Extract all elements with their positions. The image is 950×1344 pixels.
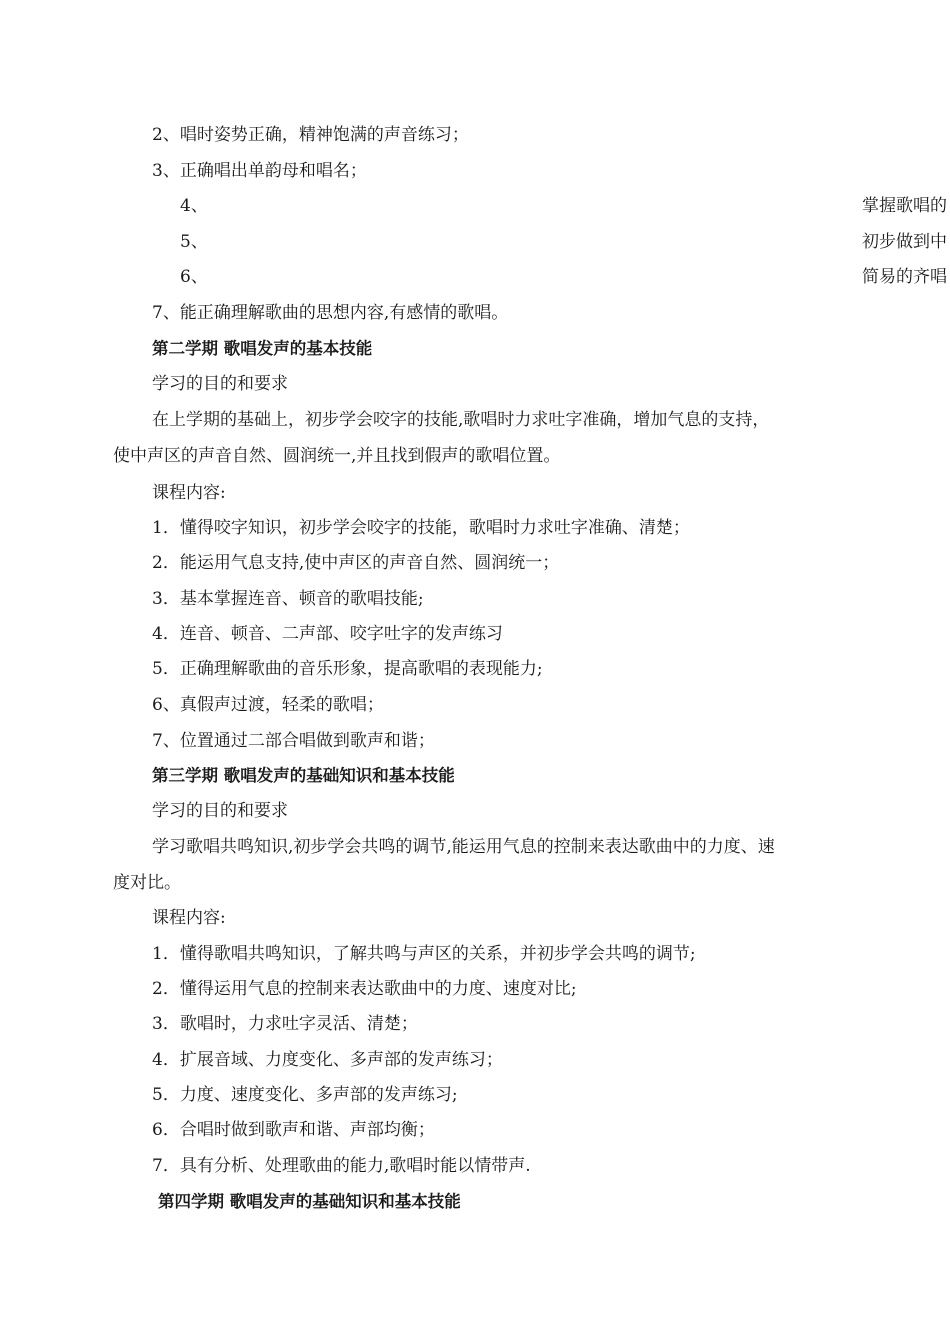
list-item-number: 4、 [180,196,208,216]
goal-label: 学习的目的和要求 [152,801,288,821]
list-item-number: 6、 [180,267,208,287]
paragraph-line: 在上学期的基础上，初步学会咬字的技能,歌唱时力求吐字准确，增加气息的支持， [152,410,770,430]
list-item: 1．懂得歌唱共鸣知识，了解共鸣与声区的关系，并初步学会共鸣的调节; [152,944,696,964]
content-label: 课程内容: [152,908,226,928]
list-item: 4．扩展音域、力度变化、多声部的发声练习； [152,1050,503,1070]
list-item: 7、能正确理解歌曲的思想内容,有感情的歌唱。 [152,303,509,323]
list-item-text: 初步做到中 [862,232,947,252]
list-item-number: 5、 [180,232,208,252]
list-item: 1．懂得咬字知识，初步学会咬字的技能，歌唱时力求吐字准确、清楚； [152,518,690,538]
paragraph-line: 度对比。 [113,873,181,893]
list-item: 4．连音、顿音、二声部、咬字吐字的发声练习 [152,624,503,644]
list-item: 5．力度、速度变化、多声部的发声练习; [152,1085,458,1105]
list-item: 2．懂得运用气息的控制来表达歌曲中的力度、速度对比; [152,979,577,999]
section-heading: 第三学期 歌唱发声的基础知识和基本技能 [152,766,455,785]
list-item: 3．歌唱时，力求吐字灵活、清楚； [152,1014,418,1034]
goal-label: 学习的目的和要求 [152,374,288,394]
list-item: 7、位置通过二部合唱做到歌声和谐； [152,731,435,751]
list-item: 3、正确唱出单韵母和唱名； [152,161,367,181]
list-item-text: 简易的齐唱 [862,267,947,287]
paragraph-line: 使中声区的声音自然、圆润统一,并且找到假声的歌唱位置。 [113,446,561,466]
list-item-text: 掌握歌唱的 [862,196,947,216]
section-heading: 第二学期 歌唱发声的基本技能 [152,339,373,358]
list-item: 6、真假声过渡，轻柔的歌唱； [152,695,384,715]
list-item: 6．合唱时做到歌声和谐、声部均衡； [152,1120,435,1140]
content-label: 课程内容: [152,483,226,503]
list-item: 2．能运用气息支持,使中声区的声音自然、圆润统一； [152,553,560,573]
paragraph-line: 学习歌唱共鸣知识,初步学会共鸣的调节,能运用气息的控制来表达歌曲中的力度、速 [152,837,775,857]
list-item: 2、唱时姿势正确，精神饱满的声音练习； [152,125,469,145]
list-item: 5．正确理解歌曲的音乐形象，提高歌唱的表现能力; [152,659,543,679]
list-item: 3．基本掌握连音、顿音的歌唱技能; [152,589,424,609]
section-heading: 第四学期 歌唱发声的基础知识和基本技能 [158,1192,461,1211]
list-item: 7．具有分析、处理歌曲的能力,歌唱时能以情带声. [152,1156,531,1176]
